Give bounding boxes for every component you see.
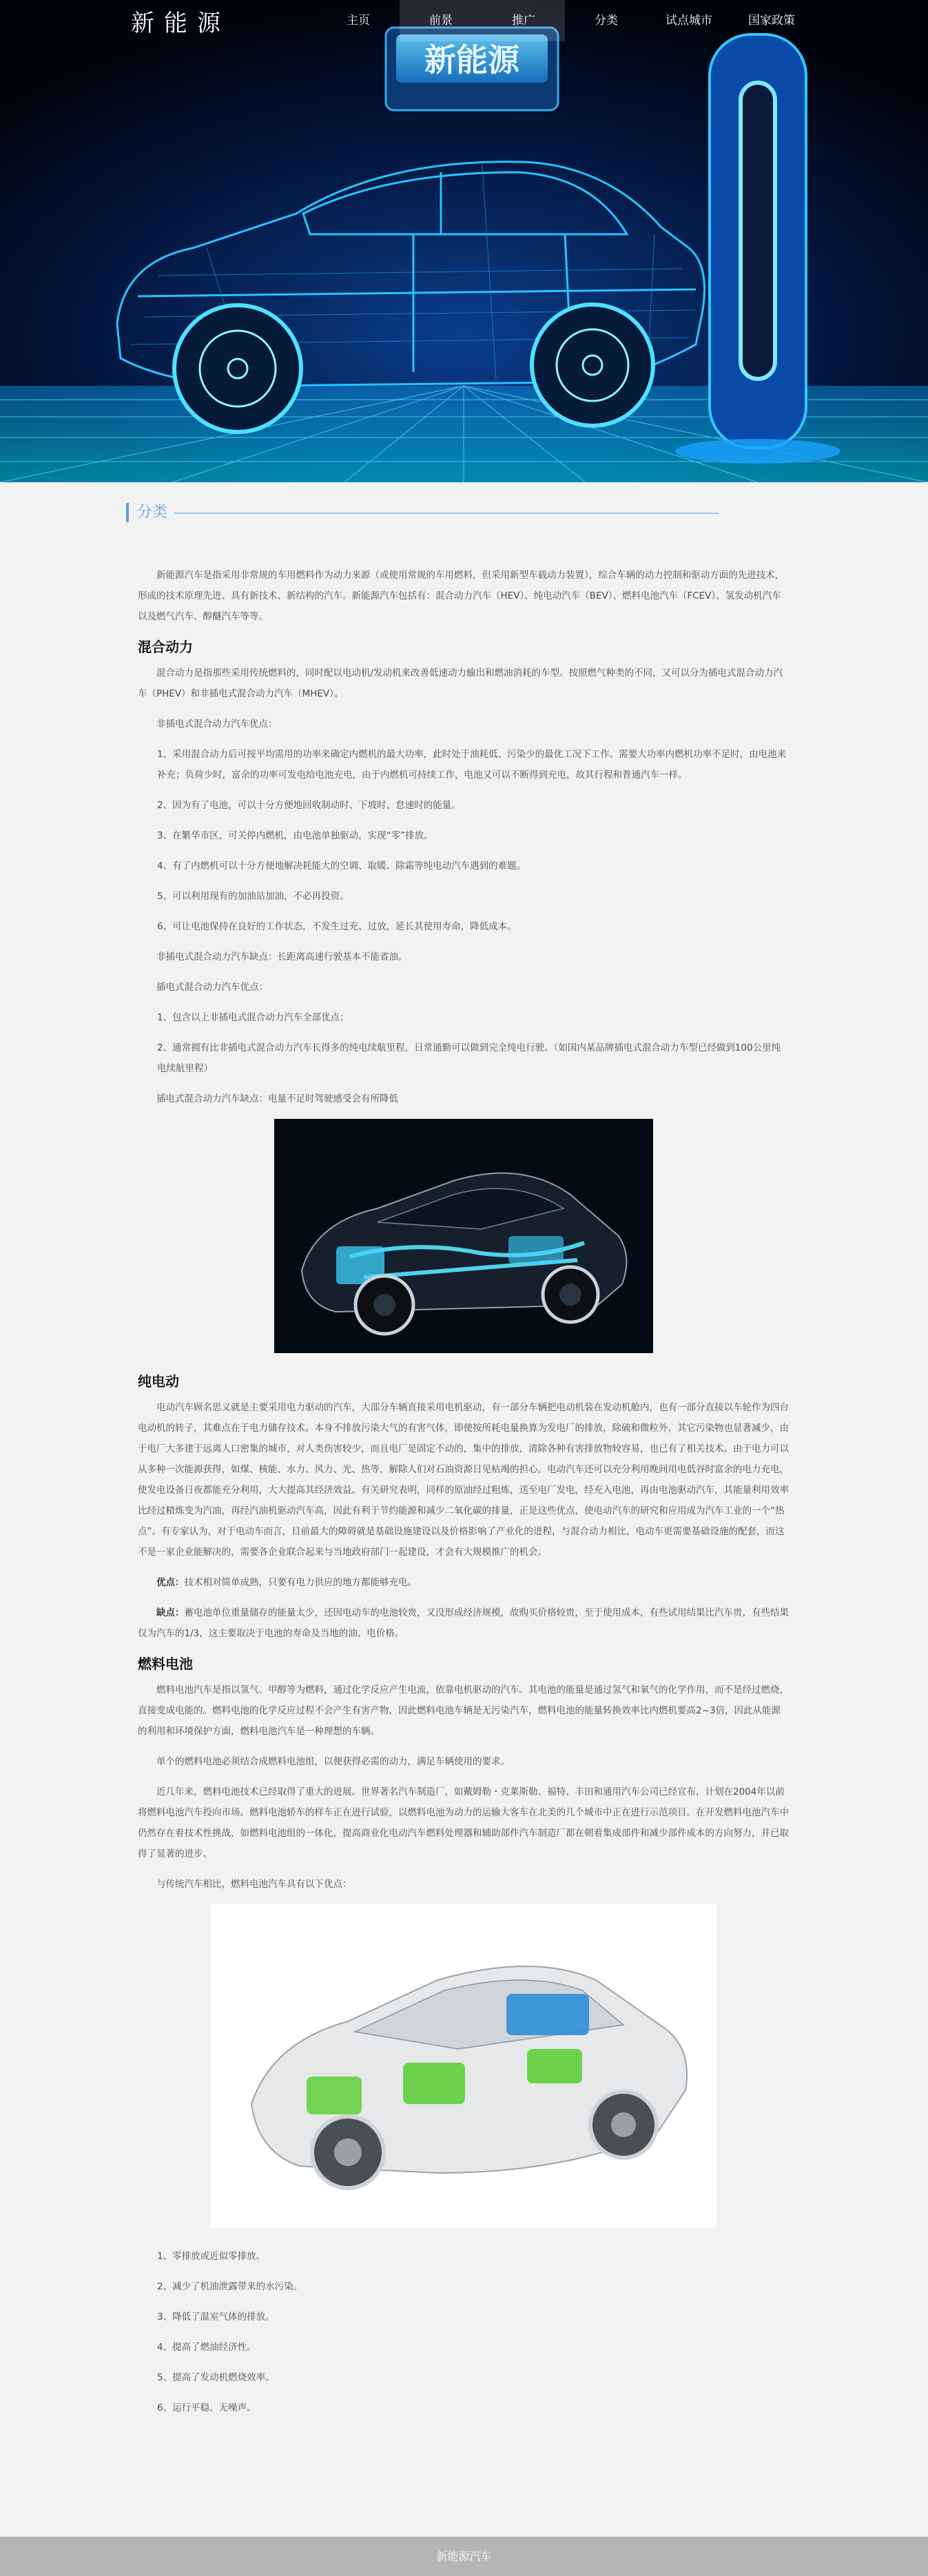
section-title: 分类 xyxy=(137,504,168,521)
list-item: 5、提高了发动机燃烧效率。 xyxy=(157,2372,275,2383)
list-item: 6、可让电池保持在良好的工作状态，不发生过充、过放，延长其使用寿命，降低成本。 xyxy=(157,921,517,932)
ev-heading: 纯电动 xyxy=(138,1373,179,1390)
article-content xyxy=(138,565,789,2428)
list-item: 3、在繁华市区，可关停内燃机，由电池单独驱动，实现“零”排放。 xyxy=(157,830,433,841)
list-item: 4、提高了燃油经济性。 xyxy=(157,2342,256,2353)
hero-car-illustration xyxy=(0,0,928,482)
ev-disadvantage-text: 蓄电池单位重量储存的能量太少，还因电动车的电池较贵，又没形成经济规模，故购买价格较贵，至于使用成本，有些试用结果比汽车贵，有些结果仅为汽车的1/3，这主要取决于电池的寿命及当地的油、电价格。 xyxy=(138,1607,789,1639)
list-item: 6、运行平稳、无噪声。 xyxy=(157,2402,256,2413)
list-item: 1、采用混合动力后可按平均需用的功率来确定内燃机的最大功率，此时处于油耗低、污染少的最优工况下工作。需要大功率内燃机功率不足时，由电池来补充；负荷少时，富余的功率可发电给电池充电，由于内燃机可持续工作，电池又可以不断得到充电，故其行程和普通汽车一样。 xyxy=(157,749,787,781)
nav-item-home[interactable]: 主页 xyxy=(347,14,370,28)
ev-disadvantage-label: 缺点： xyxy=(156,1607,185,1618)
list-item: 1、包含以上非插电式混合动力汽车全部优点； xyxy=(157,1012,349,1023)
nonplug-advantages-list xyxy=(138,744,789,937)
hero-sign-text: 新能源 xyxy=(424,41,519,79)
nonplug-disadvantage: 非插电式混合动力汽车缺点：长距离高速行驶基本不能省油。 xyxy=(156,951,408,962)
fuelcell-paragraph-3: 近几年来，燃料电池技术已经取得了重大的进展。世界著名汽车制造厂，如戴姆勒・克莱斯勒、福特、丰田和通用汽车公司已经宣布，计划在2004年以前将燃料电池汽车投向市场。燃料电池轿车的样车正在进行试验，以燃料电池为动力的运输大客车在北美的几个城市中正在进行示范项目。在开发燃料电池汽车中仍然存在着技术性挑战，如燃料电池组的一体化，提高商业化电动汽车燃料处理器和辅助部件汽车制造厂都在朝着集成部件和减少部件成本的方向努力，并已取得了显著的进步。 xyxy=(138,1786,789,1859)
list-item: 5、可以利用现有的加油站加油，不必再投资。 xyxy=(157,891,349,902)
ev-description: 电动汽车顾名思义就是主要采用电力驱动的汽车，大部分车辆直接采用电机驱动，有一部分车辆把电动机装在发动机舱内，也有一部分直接以车轮作为四台电动机的转子，其难点在于电力储存技术。本身不排放污染大气的有害气体，即使按所耗电量换算为发电厂的排放，除硫和微粒外，其它污染物也显著减少，由于电厂大多建于远离人口密集的城市，对人类伤害较少，而且电厂是固定不动的，集中的排放，清除各种有害排放物较容易，也已有了相关技术。由于电力可以从多种一次能源获得，如煤、核能、水力、风力、光、热等，解除人们对石油资源日见枯竭的担心。电动汽车还可以充分利用晚间用电低谷时富余的电力充电，使发电设备日夜都能充分利用，大大提高其经济效益。有关研究表明，同样的原油经过粗炼，送至电厂发电，经充入电池，再由电池驱动汽车，其能量利用效率比经过精炼变为汽油，再经汽油机驱动汽车高，因此有利于节约能源和减少二氧化碳的排量，正是这些优点，使电动汽车的研究和应用成为汽车工业的一个“热点”。有专家认为，对于电动车而言，目前最大的障碍就是基础设施建设以及价格影响了产业化的进程，与混合动力相比，电动车更需要基础设施的配套，而这不是一家企业能解决的，需要各企业联合起来与当地政府部门一起建设，才会有大规模推广的机会。 xyxy=(138,1402,789,1558)
nav-item-category[interactable]: 分类 xyxy=(595,14,618,28)
list-item: 2、通常拥有比非插电式混合动力汽车长得多的纯电续航里程，日常通勤可以做到完全纯电行驶。（如国内某品牌插电式混合动力车型已经做到100公里纯电续航里程） xyxy=(157,1042,781,1074)
page-footer: 新能源汽车 xyxy=(0,2537,928,2576)
plug-disadvantage: 插电式混合动力汽车缺点：电量不足时驾驶感受会有所降低 xyxy=(156,1093,398,1104)
fuelcell-car-image xyxy=(210,1904,716,2228)
plug-advantages-list xyxy=(138,1007,789,1079)
list-item: 3、降低了温室气体的排放。 xyxy=(157,2311,275,2322)
ev-advantage xyxy=(138,1572,789,1593)
fuelcell-advantages-list xyxy=(138,2246,789,2418)
hybrid-car-image xyxy=(274,1119,653,1353)
site-logo[interactable]: 新能源 xyxy=(131,10,230,37)
list-item: 4、有了内燃机可以十分方便地解决耗能大的空调、取暖、除霜等纯电动汽车遇到的难题。 xyxy=(157,861,526,872)
nav-item-prospect[interactable]: 前景 xyxy=(400,0,482,41)
hybrid-description: 混合动力是指那些采用传统燃料的，同时配以电动机/发动机来改善低速动力输出和燃油消耗的车型。按照燃气种类的不同，又可以分为插电式混合动力汽车（PHEV）和非插电式混合动力汽车（MHEV）。 xyxy=(138,668,783,699)
ev-advantage-text: 技术相对简单成熟，只要有电力供应的地方都能够充电。 xyxy=(184,1577,417,1588)
section-divider xyxy=(174,513,719,514)
nav-item-promotion[interactable]: 推广 xyxy=(482,0,565,41)
fuelcell-paragraph-4: 与传统汽车相比，燃料电池汽车具有以下优点： xyxy=(156,1879,352,1890)
section-accent-bar xyxy=(126,503,129,522)
top-navigation xyxy=(0,0,928,41)
ev-advantage-label: 优点： xyxy=(156,1577,185,1588)
hybrid-heading: 混合动力 xyxy=(138,639,193,655)
section-header xyxy=(126,503,732,524)
list-item: 2、减少了机油泄露带来的水污染。 xyxy=(157,2281,303,2292)
nonplug-advantages-title: 非插电式混合动力汽车优点： xyxy=(156,719,278,730)
fuelcell-heading: 燃料电池 xyxy=(138,1656,193,1672)
ev-disadvantage xyxy=(138,1603,789,1644)
intro-paragraph: 新能源汽车是指采用非常规的车用燃料作为动力来源（或使用常规的车用燃料，但采用新型车载动力装置），综合车辆的动力控制和驱动方面的先进技术，形成的技术原理先进、具有新技术、新结构的汽车。新能源汽车包括有：混合动力汽车（HEV）、纯电动汽车（BEV）、燃料电池汽车（FCEV）、氢发动机汽车以及燃气汽车、醇醚汽车等等。 xyxy=(138,570,785,622)
hero-banner xyxy=(0,0,928,482)
plug-advantages-title: 插电式混合动力汽车优点： xyxy=(156,982,268,993)
list-item: 2、因为有了电池，可以十分方便地回收制动时、下坡时、怠速时的能量。 xyxy=(157,800,461,811)
nav-item-national-policy[interactable]: 国家政策 xyxy=(748,14,795,28)
list-item: 1、零排放或近似零排放。 xyxy=(157,2251,266,2262)
fuelcell-paragraph-2: 单个的燃料电池必须结合成燃料电池组，以便获得必需的动力，满足车辆使用的要求。 xyxy=(156,1756,510,1767)
nav-item-pilot-cities[interactable]: 试点城市 xyxy=(666,14,712,28)
nav-links xyxy=(317,0,813,41)
fuelcell-paragraph-1: 燃料电池汽车是指以氢气、甲醇等为燃料，通过化学反应产生电流，依靠电机驱动的汽车。其电池的能量是通过氢气和氧气的化学作用，而不是经过燃烧，直接变成电能的。燃料电池的化学反应过程不会产生有害产物，因此燃料电池车辆是无污染汽车，燃料电池的能量转换效率比内燃机要高2~3倍，因此从能源的利用和环境保护方面，燃料电池汽车是一种理想的车辆。 xyxy=(138,1684,789,1737)
